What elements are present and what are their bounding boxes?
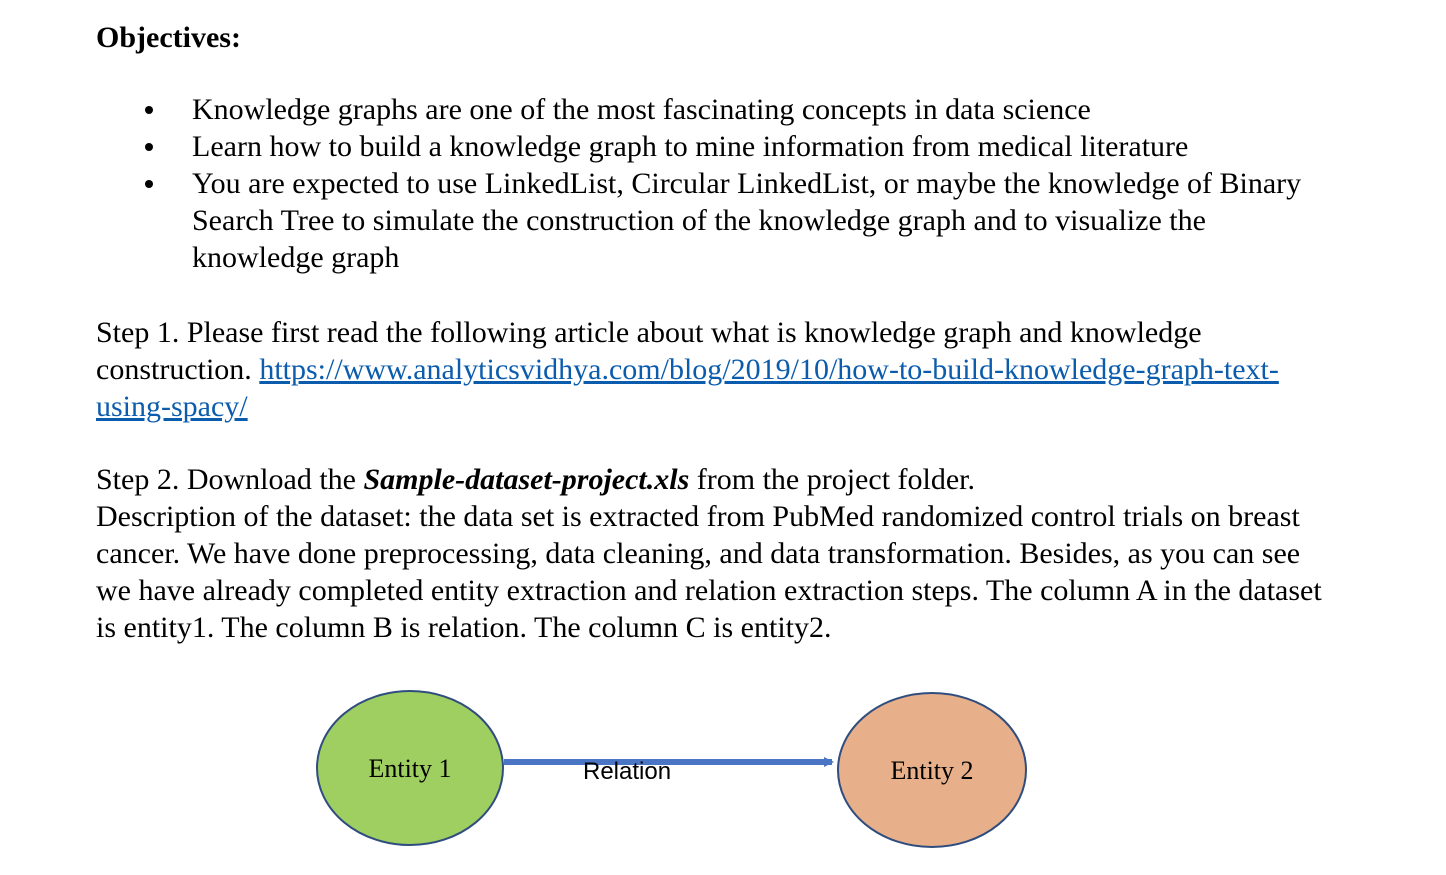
bullet-icon [145,106,153,114]
entity1-label: Entity 1 [368,754,452,783]
objective-text: Knowledge graphs are one of the most fascinating concepts in data science [192,93,1091,126]
bullet-icon [145,180,153,188]
relation-label: Relation [583,758,672,785]
entity2-label: Entity 2 [890,756,974,785]
objectives-heading: Objectives: [96,21,241,54]
list-item [0,91,1332,128]
objectives-list [0,91,1332,276]
step2-paragraph [96,461,1336,646]
step2-prefix: Step 2. Download the [96,463,356,496]
objective-text: Learn how to build a knowledge graph to mine information from medical literature [192,130,1189,163]
objective-text: You are expected to use LinkedList, Circular LinkedList, or maybe the knowledge of Binary Search Tree to simulate the construction of the knowledge graph and to visualize the knowledge graph [192,167,1302,274]
list-item [0,128,1332,165]
bullet-icon [145,143,153,151]
dataset-filename: Sample-dataset-project.xls [363,463,690,496]
dataset-description: Description of the dataset: the data set is extracted from PubMed randomized control trials on breast cancer. We have done preprocessing, data cleaning, and data transformation. Besides, as you can see we have already completed entity extraction and relation extraction steps. The column A in the dataset is entity1. The column B is relation. The column C is entity2. [96,500,1322,644]
list-item [0,165,1332,276]
step1-paragraph [96,314,1336,425]
step2-suffix: from the project folder. [696,463,975,496]
article-link[interactable]: https://www.analyticsvidhya.com/blog/2019/10/how-to-build-knowledge-graph-text-using-spacy/ [96,353,1279,423]
entity-relation-diagram [300,680,1060,870]
step1-text: Step 1. Please first read the following article about what is knowledge graph and knowledge construction. [96,316,1202,386]
